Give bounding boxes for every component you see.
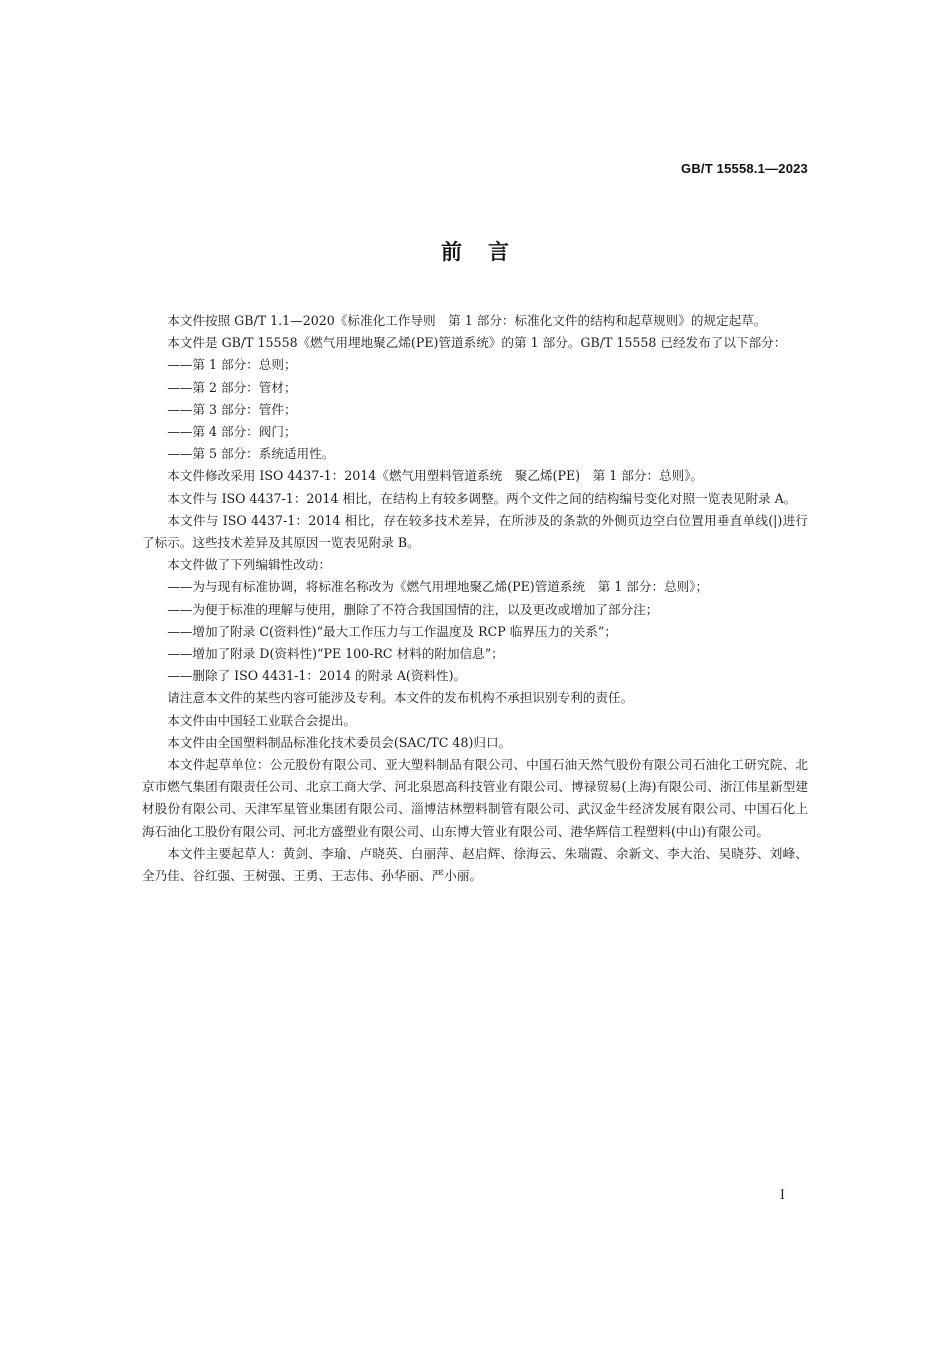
- part-list-item: ——第 5 部分：系统适用性。: [167, 446, 335, 462]
- part-list-item: ——第 2 部分：管材；: [167, 379, 297, 395]
- committee-paragraph: 本文件由全国塑料制品标准化技术委员会(SAC/TC 48)归口。: [167, 734, 512, 750]
- series-paragraph: 本文件是 GB/T 15558《燃气用埋地聚乙烯(PE)管道系统》的第 1 部分。GB/T 15558 已经发布了以下部分：: [167, 335, 787, 351]
- standard-code: GB/T 15558.1—2023: [681, 161, 808, 176]
- part-list-item: ——第 3 部分：管件；: [167, 401, 297, 417]
- part-list-item: ——第 4 部分：阀门；: [167, 424, 297, 440]
- drafters-paragraph: 本文件主要起草人：黄剑、李瑜、卢晓英、白丽萍、赵启辉、徐海云、朱瑞霞、余新文、李大治、吴晓芬、刘峰、全乃佳、谷红强、王树强、王勇、王志伟、孙华丽、严小丽。: [142, 845, 808, 884]
- editorial-change-item: ——为便于标准的理解与使用，删除了不符合我国国情的注，以及更改或增加了部分注；: [167, 601, 659, 617]
- page-title: 前言: [441, 240, 535, 264]
- editorial-change-item: ——增加了附录 D(资料性)“PE 100-RC 材料的附加信息”；: [167, 646, 504, 662]
- editorial-change-item: ——增加了附录 C(资料性)“最大工作压力与工作温度及 RCP 临界压力的关系”；: [167, 623, 617, 639]
- editorial-changes-intro: 本文件做了下列编辑性改动：: [167, 557, 331, 573]
- patent-notice-paragraph: 请注意本文件的某些内容可能涉及专利。本文件的发布机构不承担识别专利的责任。: [167, 690, 634, 706]
- editorial-change-item: ——为与现有标准协调，将标准名称改为《燃气用埋地聚乙烯(PE)管道系统 第 1 部分：总则》；: [167, 579, 709, 595]
- proposer-paragraph: 本文件由中国轻工业联合会提出。: [167, 712, 357, 728]
- technical-difference-paragraph: 本文件与 ISO 4437-1：2014 相比，存在较多技术差异，在所涉及的条款的外侧页边空白位置用垂直单线(|)进行了标示。这些技术差异及其原因一览表见附录 B。: [142, 512, 808, 551]
- editorial-change-item: ——删除了 ISO 4431-1：2014 的附录 A(资料性)。: [167, 668, 467, 684]
- drafting-rule-paragraph: 本文件按照 GB/T 1.1—2020《标准化工作导则 第 1 部分：标准化文件的结构和起草规则》的规定起草。: [167, 313, 767, 328]
- preface-body: [142, 310, 808, 887]
- structure-difference-paragraph: 本文件与 ISO 4437-1：2014 相比，在结构上有较多调整。两个文件之间的结构编号变化对照一览表见附录 A。: [167, 490, 797, 506]
- part-list-item: ——第 1 部分：总则；: [167, 357, 297, 373]
- adoption-paragraph: 本文件修改采用 ISO 4437-1：2014《燃气用塑料管道系统 聚乙烯(PE) 第 1 部分：总则》。: [167, 468, 704, 484]
- page-number: I: [779, 1188, 785, 1203]
- drafting-units-paragraph: 本文件起草单位：公元股份有限公司、亚大塑料制品有限公司、中国石油天然气股份有限公司石油化工研究院、北京市燃气集团有限责任公司、北京工商大学、河北泉恩高科技管业有限公司、博禄贸易(上海)有限公司、浙江伟星新型建材股份有限公司、天津军星管业集团有限公司、淄博洁林塑料制管有限公司、武汉金牛经济发展有限公司、中国石化上海石油化工股份有限公司、河北方盛塑业有限公司、山东博大管业有限公司、港华辉信工程塑料(中山)有限公司。: [142, 757, 808, 839]
